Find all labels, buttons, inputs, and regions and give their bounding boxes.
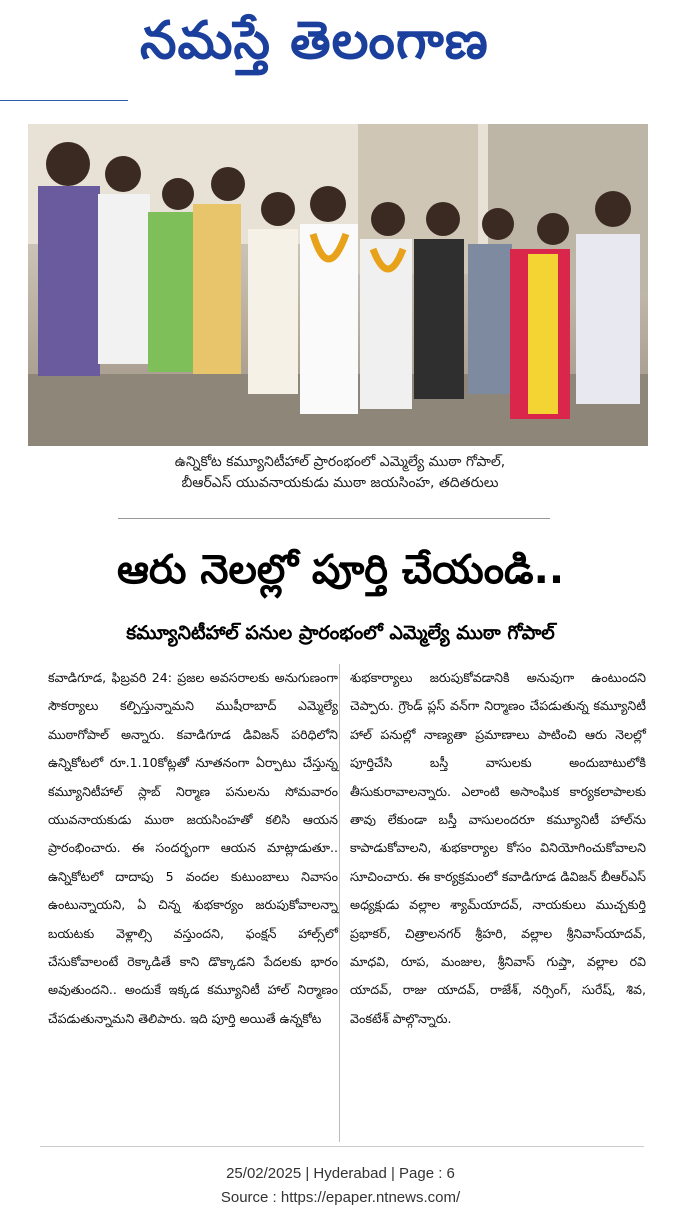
footer bbox=[0, 1162, 681, 1210]
footer-source-line: Source : https://epaper.ntnews.com/ bbox=[220, 1189, 461, 1206]
footer-rule bbox=[40, 1146, 644, 1147]
article-column-left: కవాడిగూడ, ఫిబ్రవరి 24: ప్రజల అవసరాలకు అనుగుణంగా సౌకర్యాలు కల్పిస్తున్నామని ముషీరాబాద్ ఎమ్మెల్యే ముఠాగోపాల్ అన్నారు. కవాడిగూడ డివిజన్ పరిధిలోని ఉన్నికోటలో రూ.1.10కోట్లతో నూతనంగా ఏర్పాటు చేస్తున్న కమ్యూనిటీహాల్ స్లాబ్ నిర్మాణ పనులను సోమవారం యువనాయకుడు ముఠా జయసింహతో కలిసి ఆయన ప్రారంభించారు. ఈ సందర్భంగా ఆయన మాట్లాడుతూ.. ఉన్నికోటలో దాదాపు 5 వందల కుటుంబాలు నివాసం ఉంటున్నాయని, ఏ చిన్న శుభకార్యం జరుపుకోవాలన్నా బయటకు వెళ్లాల్సి వస్తుందని, ఫంక్షన్ హాల్స్‌లో చేసుకోవాలంటే రెక్కాడితే కాని డొక్కాడని పేదలకు భారం అవుతుందని.. అందుకే ఇక్కడ కమ్యూనిటీ హాల్ నిర్మాణం చేపడుతున్నామని తెలిపారు. ఇది పూర్తి అయితే ఉన్నకోట bbox=[48, 670, 338, 1026]
masthead-title: నమస్తే తెలంగాణ bbox=[140, 10, 489, 71]
footer-date-line: 25/02/2025 | Hyderabad | Page : 6 bbox=[226, 1165, 455, 1182]
caption-line-1: ఉన్నికోట కమ్యూనిటీహాల్ ప్రారంభంలో ఎమ్మెల్యే ముఠా గోపాల్, bbox=[174, 454, 506, 470]
column-divider bbox=[339, 664, 340, 1142]
masthead-rule bbox=[0, 100, 128, 101]
photo-caption bbox=[40, 452, 640, 494]
caption-rule bbox=[118, 518, 550, 519]
news-photo bbox=[28, 124, 648, 446]
caption-line-2: బీఆర్ఎస్ యువనాయకుడు ముఠా జయసింహ, తదితరులు bbox=[181, 475, 499, 491]
subheadline: కమ్యూనిటీహాల్ పనుల ప్రారంభంలో ఎమ్మెల్యే ముఠా గోపాల్ bbox=[126, 622, 555, 644]
group-photo-icon bbox=[28, 124, 648, 446]
headline: ఆరు నెలల్లో పూర్తి చేయండి.. bbox=[116, 547, 565, 593]
article-column-right: శుభకార్యాలు జరుపుకోవడానికి అనువుగా ఉంటుందని చెప్పారు. గ్రౌండ్ ప్లస్ వన్‌గా నిర్మాణం చేపడుతున్న కమ్యూనిటీ హాల్ పనుల్లో నాణ్యతా ప్రమాణాలు పాటించి ఆరు నెలల్లో పూర్తిచేసి బస్తీ వాసులకు అందుబాటులోకి తీసుకురావాలన్నారు. ఎలాంటి అసాంఘిక కార్యకలాపాలకు తావు లేకుండా బస్తీ వాసులందరూ కమ్యూనిటీ హాల్‌ను కాపాడుకోవాలని, శుభకార్యాల కోసం వినియోగించుకోవాలని సూచించారు. ఈ కార్యక్రమంలో కవాడిగూడ డివిజన్ బీఆర్ఎస్ అధ్యక్షుడు వల్లాల శ్యామ్‌యాదవ్, నాయకులు ముచ్చకుర్తి ప్రభాకర్, చిత్రాలనగర్ శ్రీహరి, వల్లాల శ్రీనివాస్‌యాదవ్, మాధవి, రూప, మంజుల, శ్రీనివాస్ గుప్తా, వల్లాల రవి యాదవ్, రాజు యాదవ్, రాజేశ్, నర్సింగ్, సురేష్, శివ, వెంకటేశ్ పాల్గొన్నారు. bbox=[350, 670, 646, 1026]
